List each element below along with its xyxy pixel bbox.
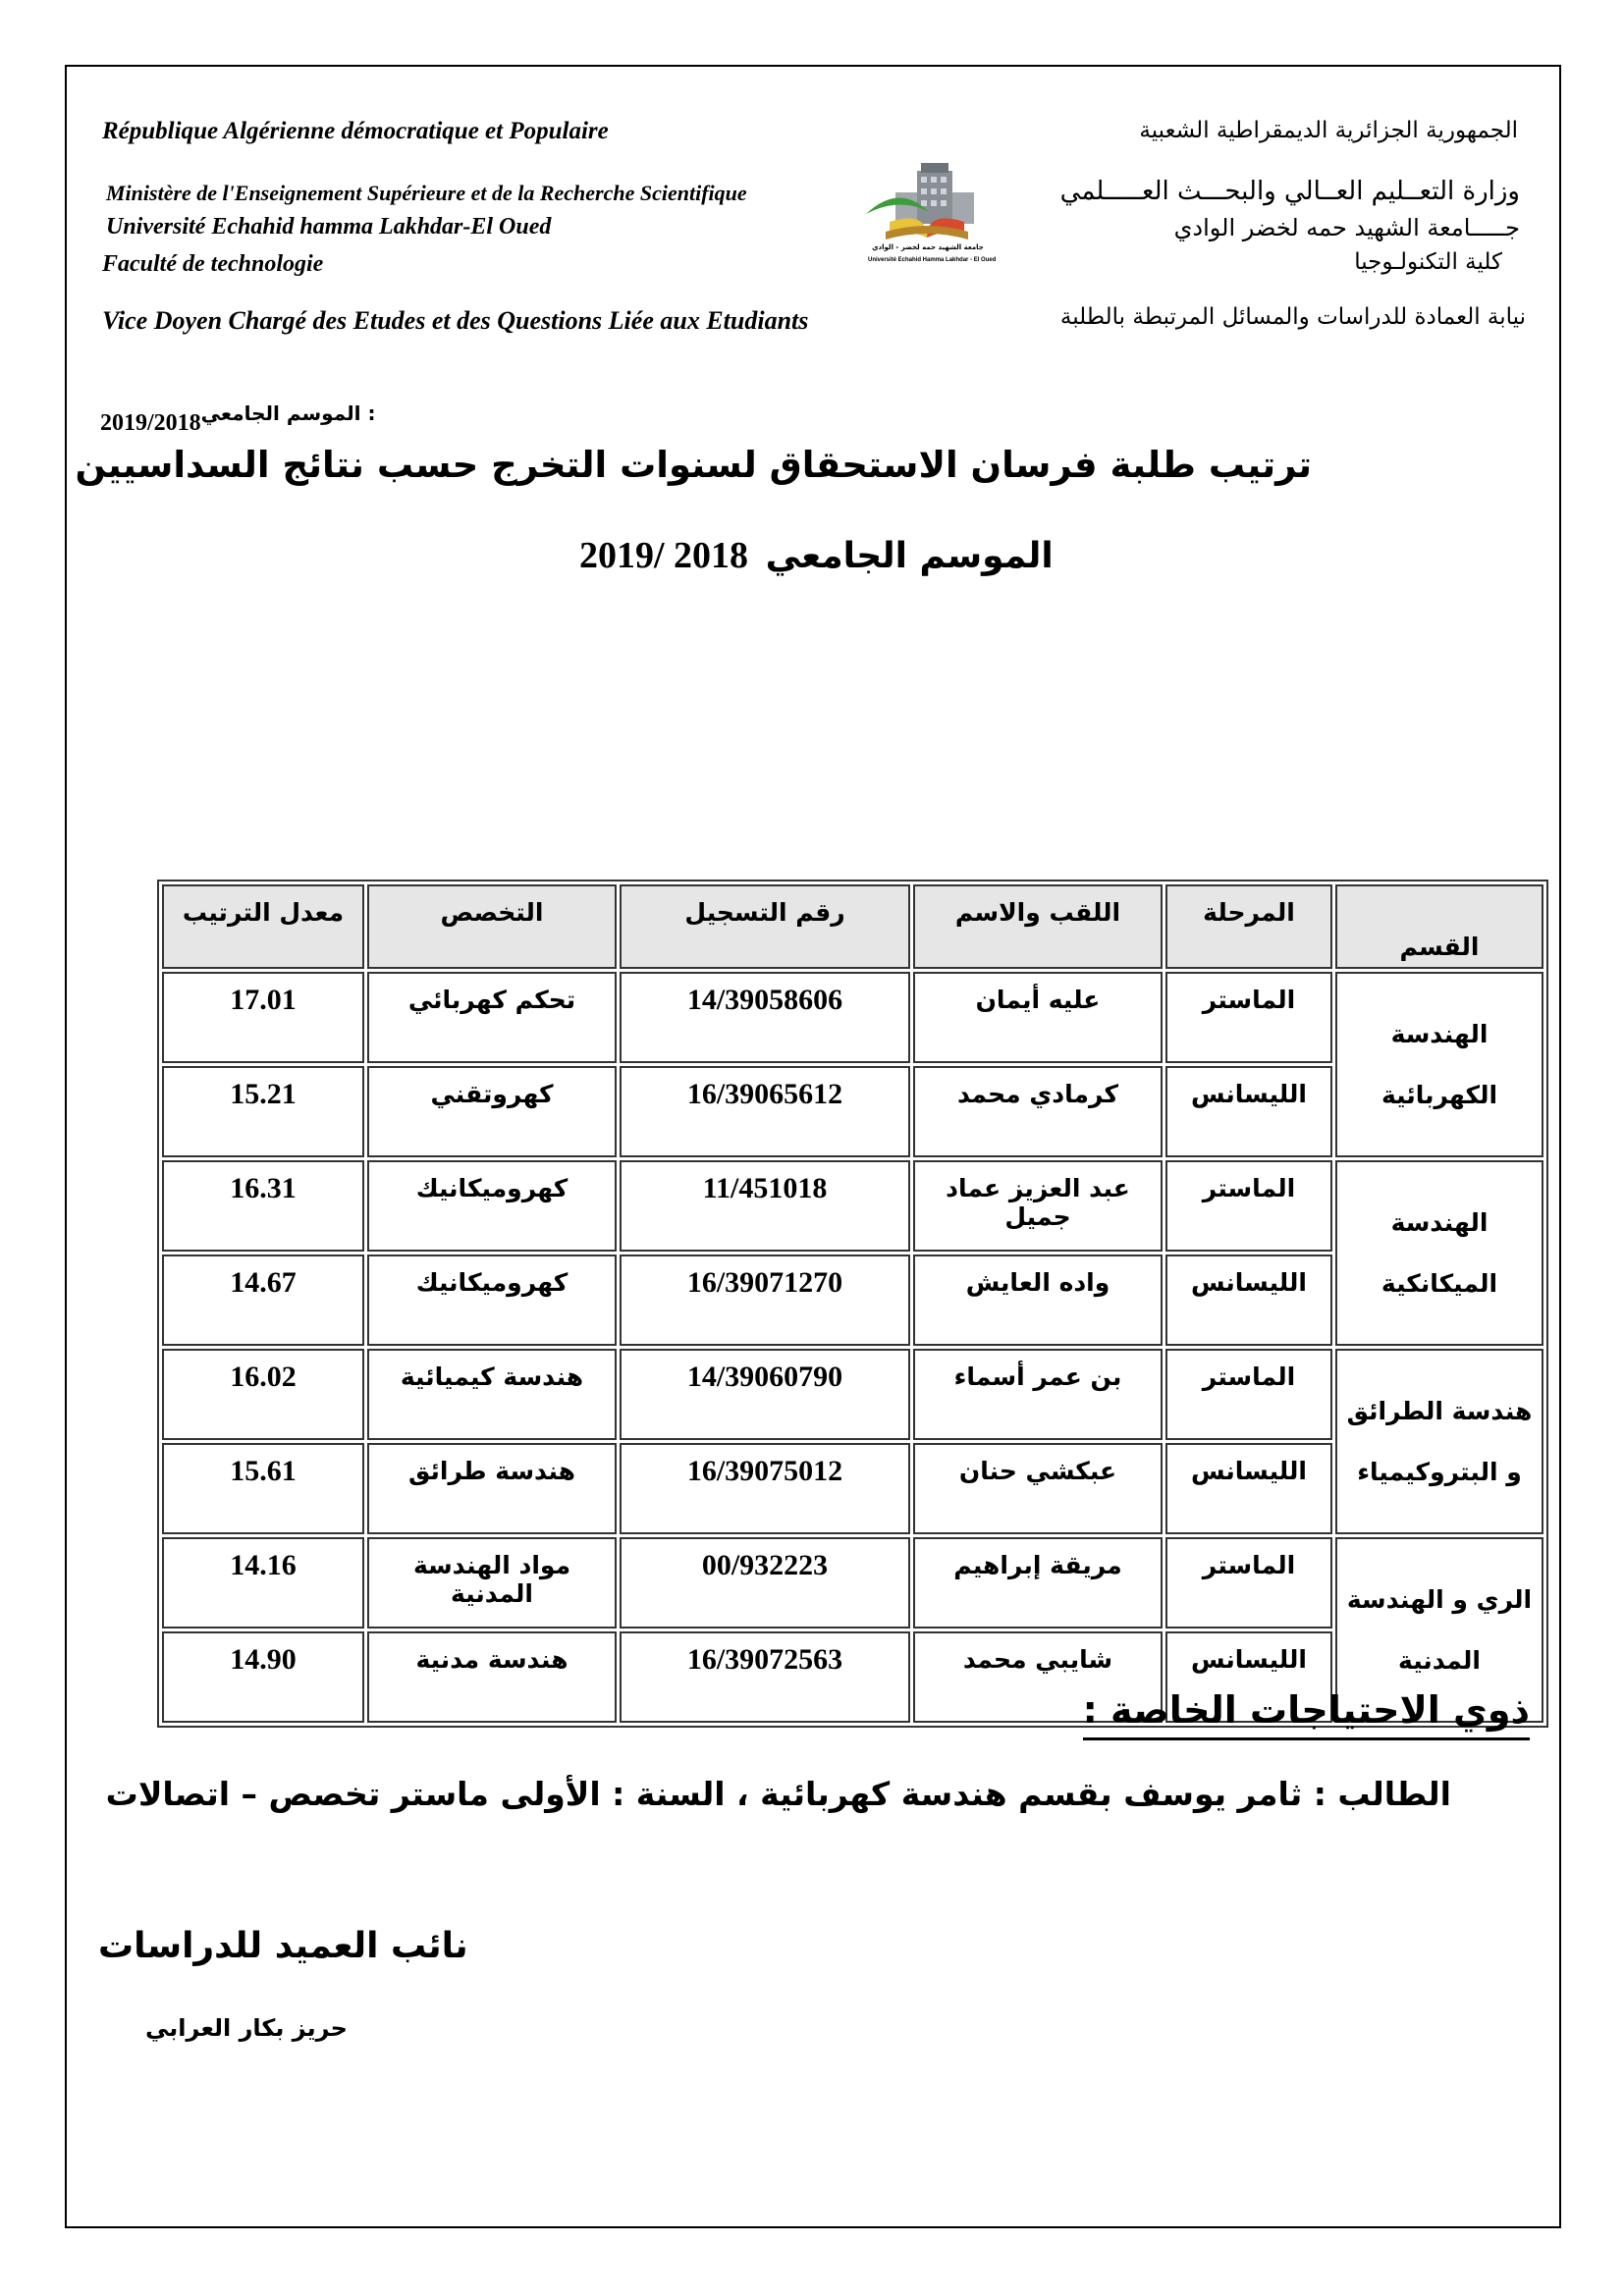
header-fr-university: Université Echahid hamma Lakhdar-El Oued [106,214,552,240]
level-cell: الليسانس [1165,1066,1332,1157]
special-needs-line: الطالب : ثامر يوسف بقسم هندسة كهربائية ، السنة : الأولى ماستر تخصص – اتصالات [105,1775,1451,1813]
average-cell: 14.16 [162,1537,364,1629]
name-cell: واده العايش [913,1255,1163,1346]
department-cell: هندسة الطرائق و البتروكيمياء [1335,1349,1543,1534]
logo-caption-ar: جامعة الشهيد حمه لخضر - الوادي [872,243,984,251]
name-cell: عليه أيمان [913,972,1163,1063]
season-small-value: 2019/2018 [100,410,201,436]
header-fr-vice-dean: Vice Doyen Chargé des Etudes et des Questions Liée aux Etudiants [102,306,809,335]
average-cell: 15.61 [162,1443,364,1534]
average-cell: 14.67 [162,1255,364,1346]
subtitle-label: الموسم الجامعي [765,536,1054,576]
level-cell: الماستر [1165,972,1332,1063]
col-name: اللقب والاسم [913,884,1163,969]
registration-cell: 16/39075012 [620,1443,910,1534]
name-cell: عبد العزيز عماد جميل [913,1160,1163,1252]
specialty-cell: تحكم كهربائي [367,972,617,1063]
header-ar-ministry: وزارة التعــليم العــالي والبحـــث العـــــلمي [1059,177,1520,206]
registration-cell: 11/451018 [620,1160,910,1252]
subtitle-year: 2019/ 2018 [579,535,749,576]
table-row [162,1160,1543,1252]
average-cell: 15.21 [162,1066,364,1157]
department-cell: الهندسة الكهربائية [1335,972,1543,1157]
header-ar-university: جـــــامعة الشهيد حمه لخضر الوادي [1173,214,1520,241]
header-ar-vice-dean: نيابة العمادة للدراسات والمسائل المرتبطة بالطلبة [1059,304,1526,330]
name-cell: شايبي محمد [913,1631,1163,1723]
col-average: معدل الترتيب [162,884,364,969]
average-cell: 16.02 [162,1349,364,1440]
university-logo [860,163,997,273]
signature-name: حريز بكار العرابي [145,2014,348,2042]
specialty-cell: كهروميكانيك [367,1160,617,1252]
col-registration: رقم التسجيل [620,884,910,969]
department-cell: الري و الهندسة المدنية [1335,1537,1543,1723]
level-cell: الماستر [1165,1537,1332,1629]
season-small [100,401,376,437]
header-fr-ministry: Ministère de l'Enseignement Supérieure et de la Recherche Scientifique [106,181,747,205]
level-cell: الليسانس [1165,1443,1332,1534]
average-cell: 17.01 [162,972,364,1063]
specialty-cell: مواد الهندسة المدنية [367,1537,617,1629]
registration-cell: 00/932223 [620,1537,910,1629]
table-row [162,1537,1543,1629]
table-row [162,972,1543,1063]
registration-cell: 16/39071270 [620,1255,910,1346]
special-needs-heading: ذوي الاحتياجات الخاصة : [1083,1688,1530,1740]
registration-cell: 16/39072563 [620,1631,910,1723]
header-fr-faculty: Faculté de technologie [102,251,324,277]
name-cell: عبكشي حنان [913,1443,1163,1534]
name-cell: كرمادي محمد [913,1066,1163,1157]
logo-caption-fr: Université Echahid Hamma Lakhdar - El Oued [868,257,997,263]
table-header-row [162,884,1543,969]
department-cell: الهندسة الميكانكية [1335,1160,1543,1346]
specialty-cell: هندسة طرائق [367,1443,617,1534]
signature-title: نائب العميد للدراسات [98,1926,468,1966]
level-cell: الليسانس [1165,1631,1332,1723]
registration-cell: 14/39058606 [620,972,910,1063]
average-cell: 16.31 [162,1160,364,1252]
table-row [162,1349,1543,1440]
page-subtitle [579,534,1054,577]
level-cell: الليسانس [1165,1255,1332,1346]
registration-cell: 16/39065612 [620,1066,910,1157]
col-specialty: التخصص [367,884,617,969]
specialty-cell: هندسة كيميائية [367,1349,617,1440]
ranking-table [157,880,1548,1728]
specialty-cell: كهروميكانيك [367,1255,617,1346]
col-department: القسم [1335,884,1543,969]
registration-cell: 14/39060790 [620,1349,910,1440]
specialty-cell: كهروتقني [367,1066,617,1157]
level-cell: الماستر [1165,1349,1332,1440]
header-fr-republic: République Algérienne démocratique et Populaire [102,118,609,144]
average-cell: 14.90 [162,1631,364,1723]
header-ar-republic: الجمهورية الجزائرية الديمقراطية الشعبية [1139,118,1518,143]
col-level: المرحلة [1165,884,1332,969]
page-title: ترتيب طلبة فرسان الاستحقاق لسنوات التخرج حسب نتائج السداسيين [75,444,1312,486]
specialty-cell: هندسة مدنية [367,1631,617,1723]
name-cell: مريقة إبراهيم [913,1537,1163,1629]
header-ar-faculty: كلية التكنولـوجيا [1354,249,1502,275]
season-small-label: الموسم الجامعي : [200,401,376,425]
name-cell: بن عمر أسماء [913,1349,1163,1440]
level-cell: الماستر [1165,1160,1332,1252]
